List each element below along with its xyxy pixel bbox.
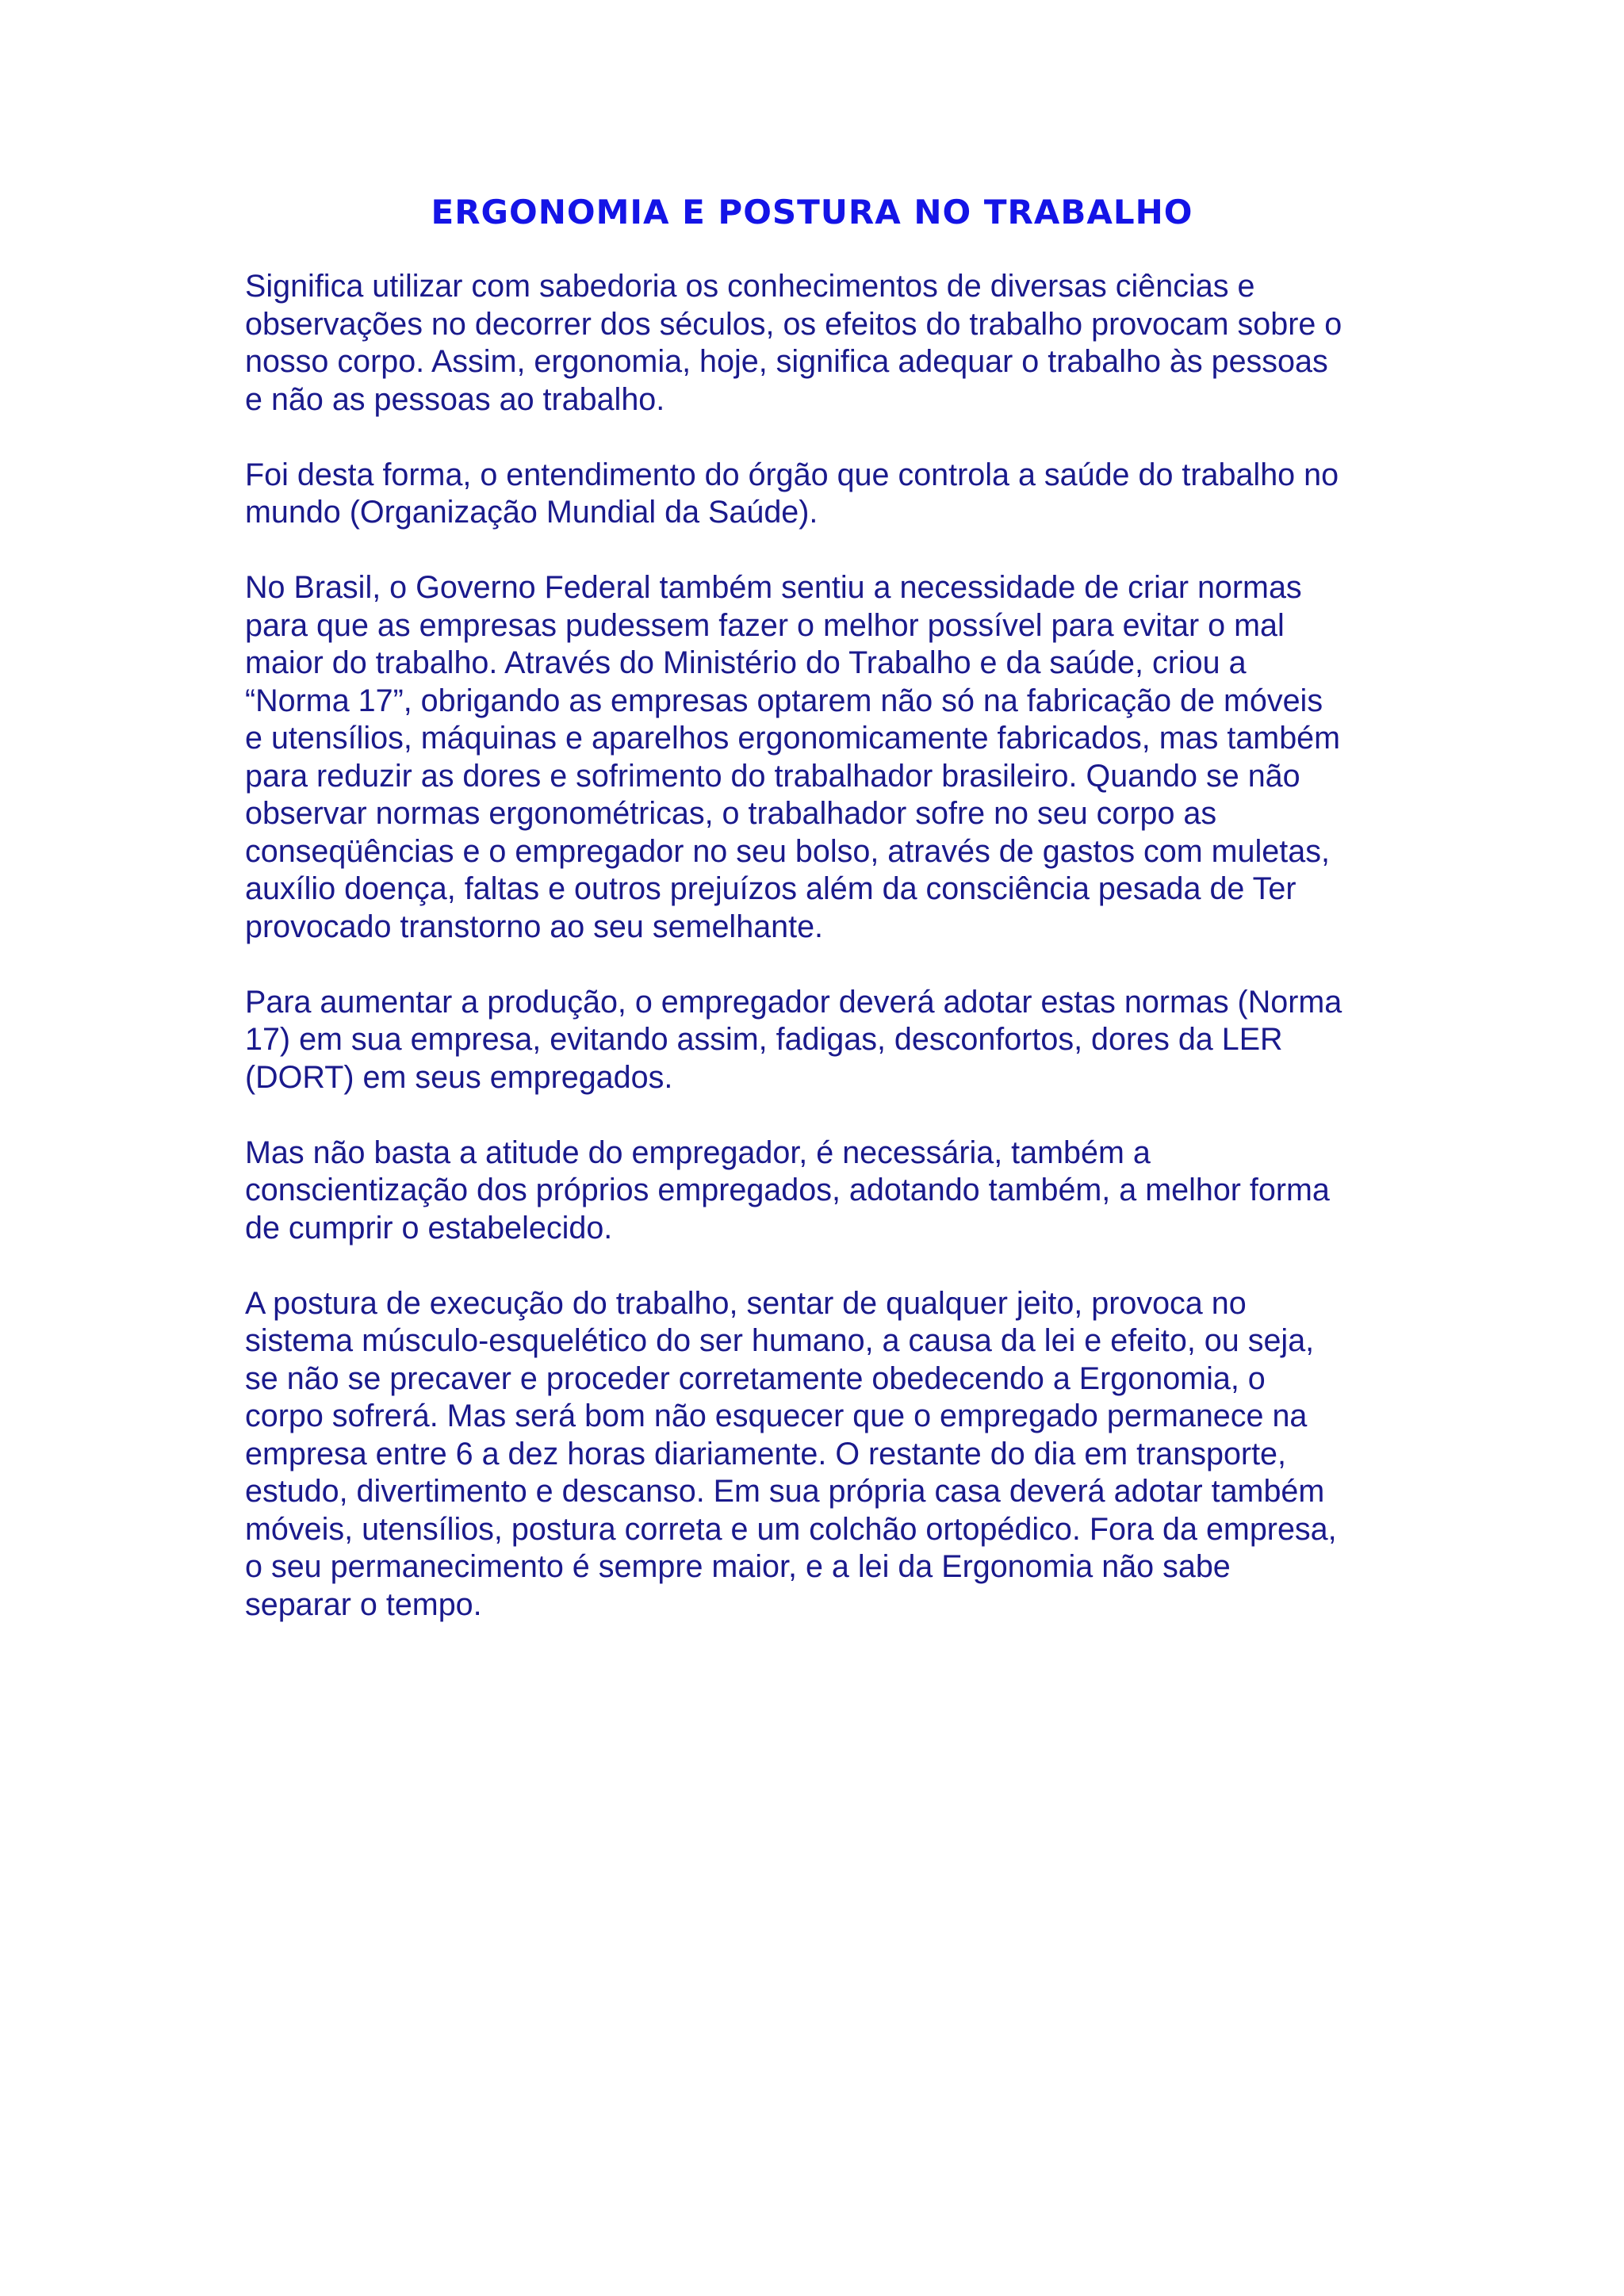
document-title: ERGONOMIA E POSTURA NO TRABALHO (431, 193, 1193, 232)
paragraph-producao: Para aumentar a produção, o empregador deverá adotar estas normas (Norma 17) em sua empresa, evitando assim, fadigas, desconfortos, dores da LER (DORT) em seus empregados. (245, 984, 1342, 1095)
paragraph-postura: A postura de execução do trabalho, sentar de qualquer jeito, provoca no sistema músculo-esquelético do ser humano, a causa da lei e efeito, ou seja, se não se precaver e proceder corretamente obedecendo a Ergonomia, o corpo sofrerá. Mas será bom não esquecer que o empregado permanece na empresa entre 6 a dez horas diariamente. O restante do dia em transporte, estudo, divertimento e descanso. Em sua própria casa deverá adotar também móveis, utensílios, postura correta e um colchão ortopédico. Fora da empresa, o seu permanecimento é sempre maior, e a lei da Ergonomia não sabe separar o tempo. (245, 1285, 1337, 1622)
document-body (245, 268, 1403, 1662)
paragraph-empregados: Mas não basta a atitude do empregador, é necessária, também a conscientização dos próprios empregados, adotando também, a melhor forma de cumprir o estabelecido. (245, 1135, 1330, 1246)
paragraph-oms: Foi desta forma, o entendimento do órgão que controla a saúde do trabalho no mundo (Organização Mundial da Saúde). (245, 457, 1339, 530)
paragraph-definition: Significa utilizar com sabedoria os conhecimentos de diversas ciências e observações no decorrer dos séculos, os efeitos do trabalho provocam sobre o nosso corpo. Assim, ergonomia, hoje, significa adequar o trabalho às pessoas e não as pessoas ao trabalho. (245, 269, 1342, 417)
paragraph-norma-17: No Brasil, o Governo Federal também sentiu a necessidade de criar normas para que as empresas pudessem fazer o melhor possível para evitar o mal maior do trabalho. Através do Ministério do Trabalho e da saúde, criou a “Norma 17”, obrigando as empresas optarem não só na fabricação de móveis e utensílios, máquinas e aparelhos ergonomicamente fabricados, mas também para reduzir as dores e sofrimento do trabalhador brasileiro. Quando se não observar normas ergonométricas, o trabalhador sofre no seu corpo as conseqüências e o empregador no seu bolso, através de gastos com muletas, auxílio doença, faltas e outros prejuízos além da consciência pesada de Ter provocado transtorno ao seu semelhante. (245, 570, 1341, 944)
